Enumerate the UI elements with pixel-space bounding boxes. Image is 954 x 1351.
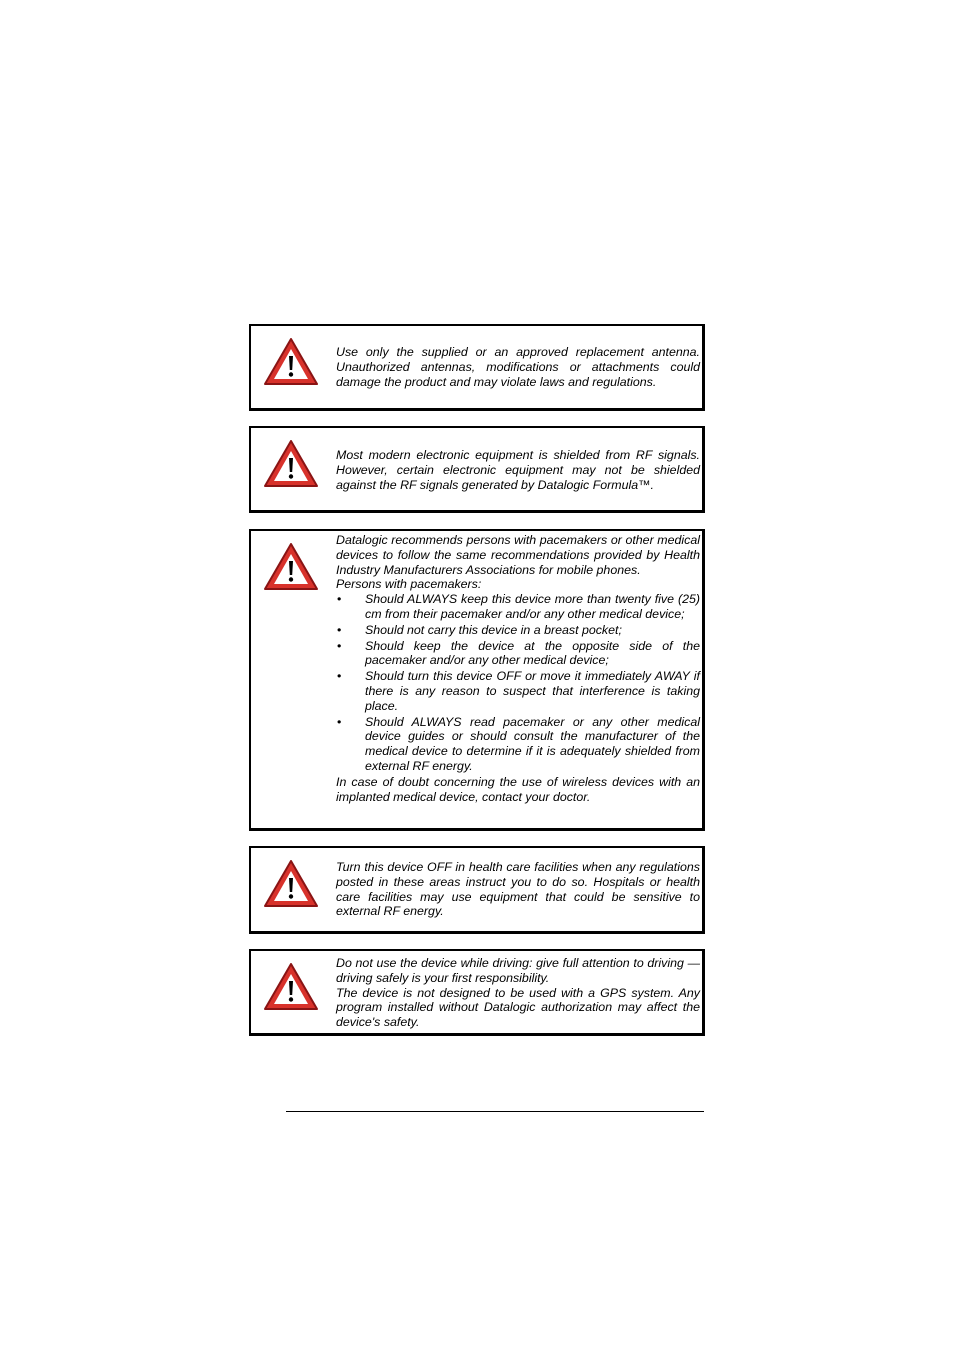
list-item-text: Should turn this device OFF or move it immediately AWAY if there is any reason to suspect that interference is taking place. <box>365 669 700 713</box>
bullet: • <box>337 669 342 684</box>
bullet: • <box>337 592 342 607</box>
pacemaker-list <box>336 592 700 774</box>
warning-paragraph: Most modern electronic equipment is shielded from RF signals. However, certain electronic equipment may not be shielded against the RF signals generated by Datalogic Formula™. <box>336 448 700 492</box>
warning-list-title: Persons with pacemakers: <box>336 577 482 592</box>
warning-box-pacemakers <box>249 529 705 831</box>
warning-text <box>336 956 700 1030</box>
list-item-text: Should ALWAYS read pacemaker or any other medical device guides or should consult the manufacturer of the medical device to determine if it is adequately shielded from external RF energy. <box>365 714 700 773</box>
bullet: • <box>337 622 342 637</box>
warning-paragraph: Do not use the device while driving: give full attention to driving — driving safely is your first responsibility. <box>336 956 700 985</box>
list-item <box>336 623 700 638</box>
warning-box-driving <box>249 949 705 1036</box>
list-item <box>336 592 700 622</box>
warning-box-rf-shielding <box>249 426 705 513</box>
list-item <box>336 669 700 713</box>
warning-triangle-icon <box>262 858 320 910</box>
bullet: • <box>337 638 342 653</box>
list-item-text: Should not carry this device in a breast pocket; <box>365 622 622 637</box>
warning-text <box>336 860 700 919</box>
warning-box-health-care <box>249 846 705 934</box>
warning-paragraph: Use only the supplied or an approved replacement antenna. Unauthorized antennas, modifications or attachments could damage the product and may violate laws and regulations. <box>336 345 700 389</box>
list-item-text: Should keep the device at the opposite side of the pacemaker and/or any other medical device; <box>365 638 700 668</box>
list-item <box>336 715 700 774</box>
warning-paragraph: The device is not designed to be used with a GPS system. Any program installed without Datalogic authorization may affect the device's safety. <box>336 985 700 1030</box>
list-item-text: Should ALWAYS keep this device more than twenty five (25) cm from their pacemaker and/or any other medical device; <box>365 592 700 621</box>
warning-text <box>336 533 700 804</box>
warning-text <box>336 448 700 492</box>
warning-triangle-icon <box>262 336 320 388</box>
warning-text <box>336 345 700 389</box>
bullet: • <box>337 714 342 729</box>
warning-box-antenna <box>249 324 705 411</box>
warning-triangle-icon <box>262 438 320 490</box>
warning-paragraph: Turn this device OFF in health care facilities when any regulations posted in these areas instruct you to do so. Hospitals or health care facilities may use equipment that could be sensitive to external RF energy. <box>336 860 700 919</box>
footer-rule <box>286 1111 704 1112</box>
list-item <box>336 639 700 669</box>
warning-triangle-icon <box>262 541 320 593</box>
warning-intro: Datalogic recommends persons with pacemakers or other medical devices to follow the same recommendations provided by Health Industry Manufacturers Associations for mobile phones. <box>336 533 700 577</box>
warning-triangle-icon <box>262 961 320 1013</box>
warning-outro: In case of doubt concerning the use of wireless devices with an implanted medical device, contact your doctor. <box>336 774 700 804</box>
